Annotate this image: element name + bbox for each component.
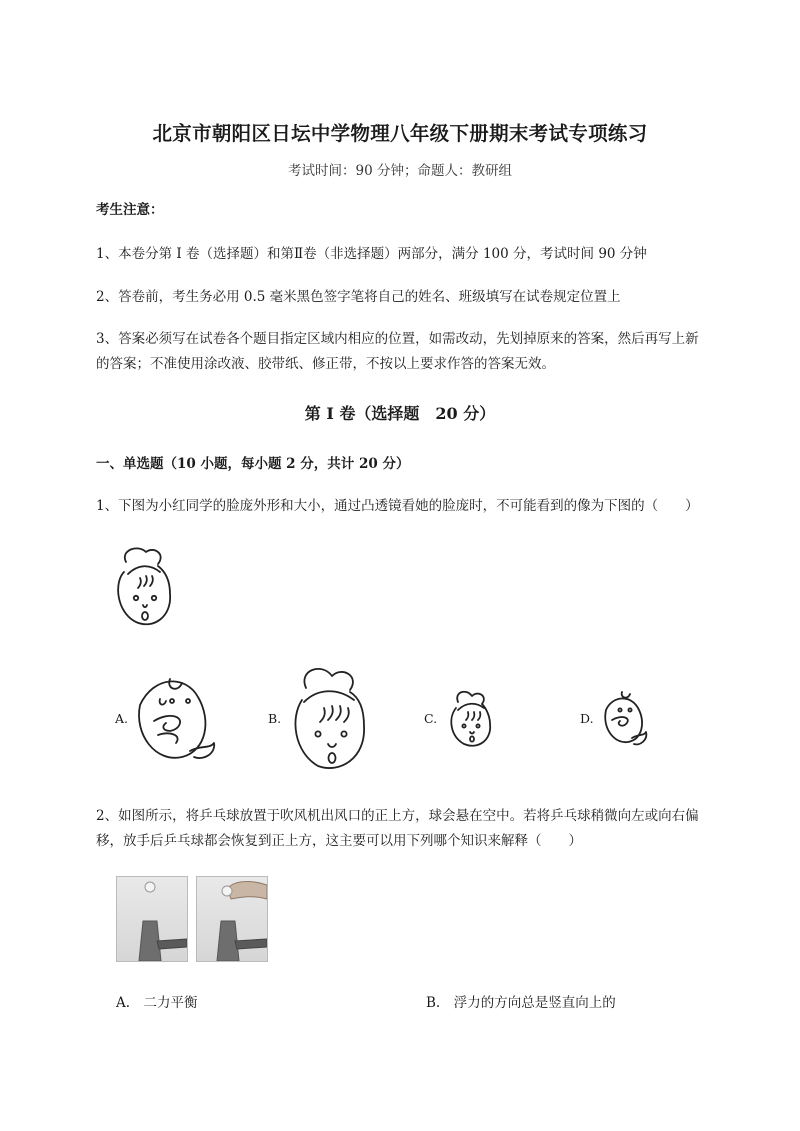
hairdryer-photo-1 — [116, 876, 188, 962]
question-2-line-2: 移，放手后乒乓球都会恢复到正上方，这主要可以用下列哪个知识来解释（ ） — [96, 833, 582, 849]
option-c-face-figure — [446, 688, 496, 750]
ball-above-dryer-figure — [117, 877, 187, 961]
reference-face-figure — [110, 542, 180, 632]
question-1-text: 1、下图为小红同学的脸庞外形和大小，通过凸透镜看她的脸庞时，不可能看到的像为下图的（ ） — [96, 498, 699, 514]
option-d-face-figure — [598, 686, 650, 750]
notice-item-2: 2、答卷前，考生务必用 0.5 毫米黑色签字笔将自己的姓名、班级填写在试卷规定位置上 — [96, 289, 621, 305]
hand-releasing-ball-figure — [197, 877, 267, 961]
option-a-face-figure — [130, 665, 220, 770]
option-b-label: B. — [268, 711, 282, 726]
option-d-label: D. — [580, 711, 594, 726]
notice-item-3: 3、答案必须写在试卷各个题目指定区域内相应的位置，如需改动，先划掉原来的答案，然后再写上新 — [96, 331, 699, 347]
page-title: 北京市朝阳区日坛中学物理八年级下册期末考试专项练习 — [152, 122, 648, 145]
exam-info: 考试时间：90 分钟；命题人：教研组 — [288, 163, 512, 179]
question-2-line-1: 2、如图所示，将乒乓球放置于吹风机出风口的正上方，球会悬在空中。若将乒乓球稍微向左或向右偏 — [96, 808, 699, 824]
part-heading: 一、单选题（10 小题，每小题 2 分，共计 20 分） — [96, 456, 410, 472]
option-a-label: A. — [115, 711, 129, 726]
section-title: 第 I 卷（选择题 20 分） — [304, 404, 496, 423]
notice-item-1: 1、本卷分第 I 卷（选择题）和第Ⅱ卷（非选择题）两部分，满分 100 分，考试时间 90 分钟 — [96, 246, 647, 262]
question-2-option-b: B. 浮力的方向总是竖直向上的 — [426, 995, 616, 1011]
notice-item-3-cont: 的答案；不准使用涂改液、胶带纸、修正带，不按以上要求作答的答案无效。 — [96, 356, 555, 372]
hairdryer-photo-2 — [196, 876, 268, 962]
notice-heading: 考生注意： — [96, 202, 164, 218]
question-2-option-a: A. 二力平衡 — [116, 995, 198, 1011]
option-c-label: C. — [424, 711, 438, 726]
option-b-face-figure — [288, 662, 373, 774]
